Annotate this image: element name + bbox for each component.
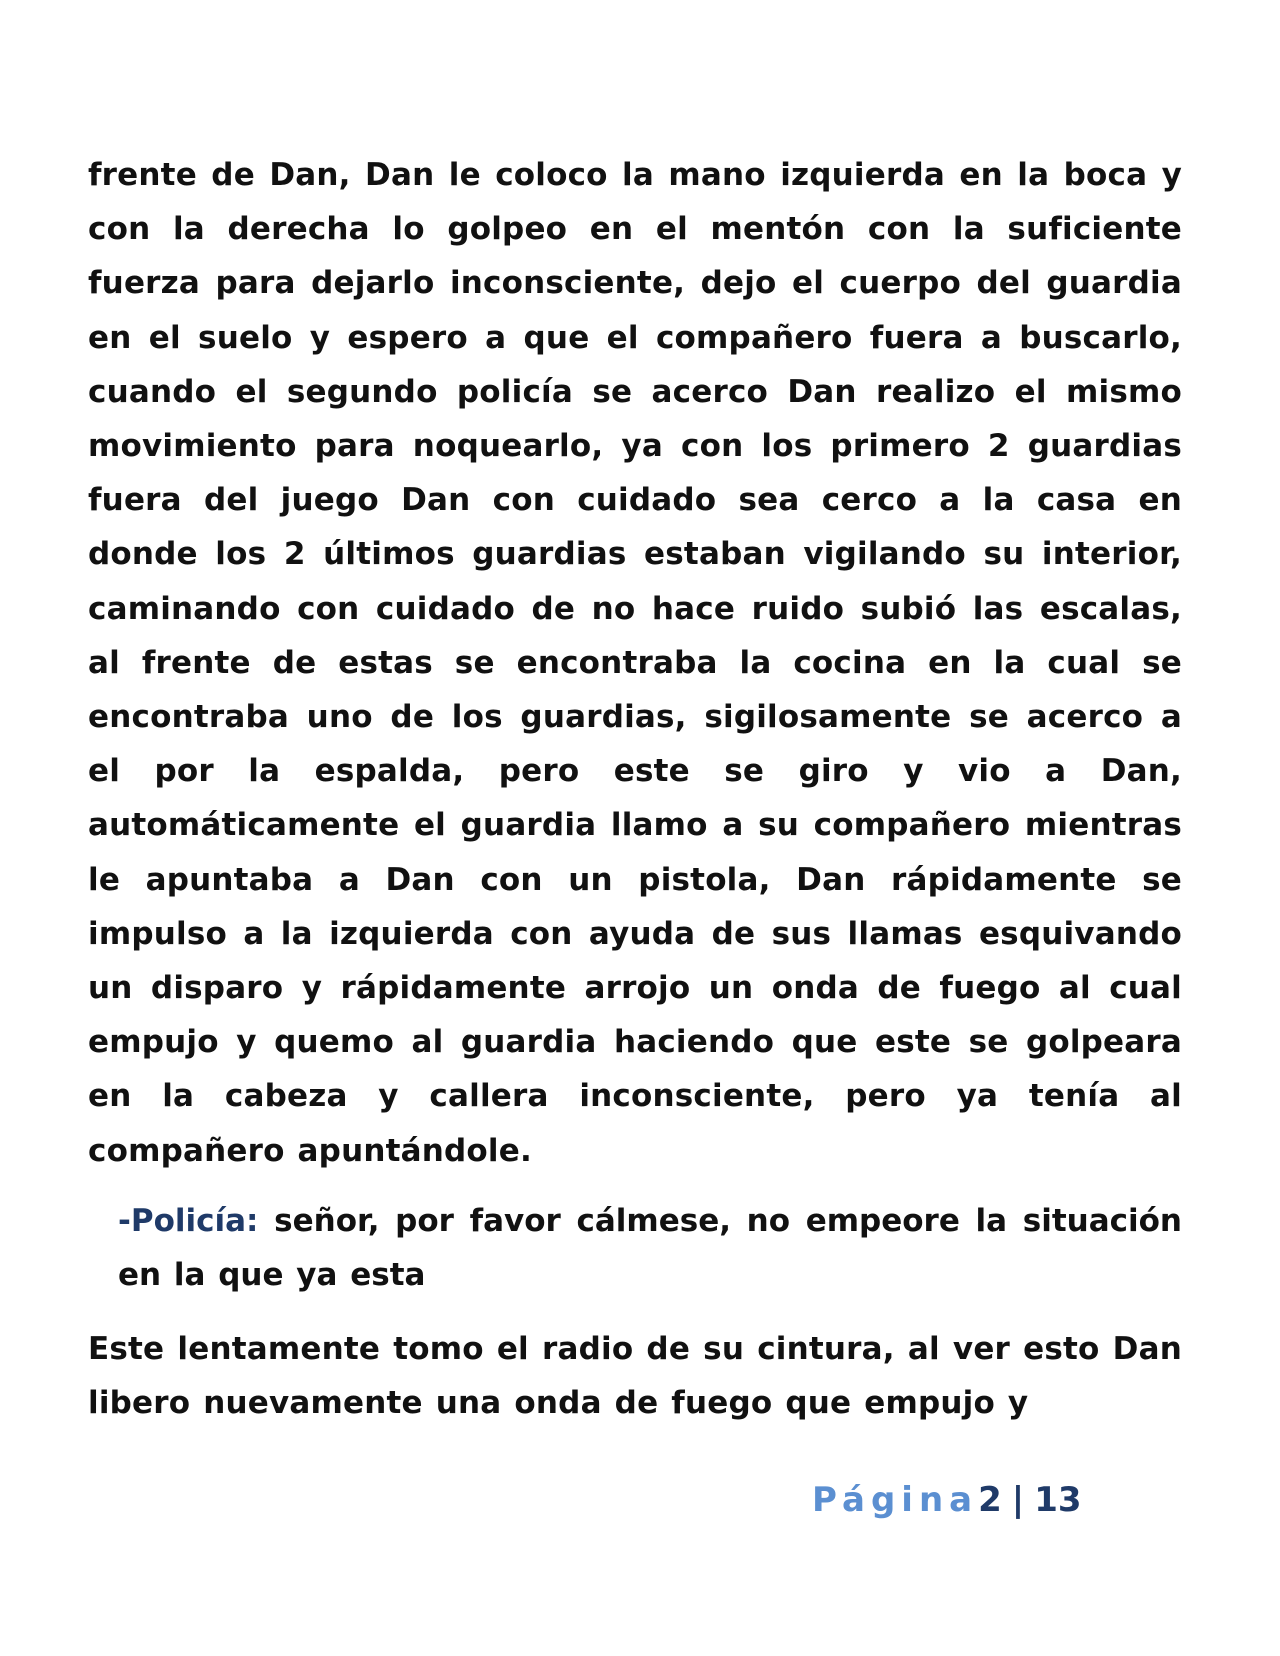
page-footer xyxy=(812,1480,1082,1520)
dialogue-text: señor, por favor cálmese, no empeore la situación en la que ya esta xyxy=(118,1202,1182,1294)
page-label: Página xyxy=(812,1480,979,1520)
document-page xyxy=(88,148,1182,1431)
dialogue-speaker: -Policía: xyxy=(118,1202,259,1239)
body-paragraph: frente de Dan, Dan le coloco la mano izquierda en la boca y con la derecha lo golpeo en el mentón con la suficiente fuerza para dejarlo inconsciente, dejo el cuerpo del guardia en el suelo y espero a que el compañero fuera a buscarlo, cuando el segundo policía se acerco Dan realizo el mismo movimiento para noquearlo, ya con los primero 2 guardias fuera del juego Dan con cuidado sea cerco a la casa en donde los 2 últimos guardias estaban vigilando su interior, caminando con cuidado de no hace ruido subió las escalas, al frente de estas se encontraba la cocina en la cual se encontraba uno de los guardias, sigilosamente se acerco a el por la espalda, pero este se giro y vio a Dan, automáticamente el guardia llamo a su compañero mientras le apuntaba a Dan con un pistola, Dan rápidamente se impulso a la izquierda con ayuda de sus llamas esquivando un disparo y rápidamente arrojo un onda de fuego al cual empujo y quemo al guardia haciendo que este se golpeara en la cabeza y callera inconsciente, pero ya tenía al compañero apuntándole. xyxy=(88,157,1182,1169)
page-total: 13 xyxy=(1034,1480,1082,1520)
body-paragraph: Este lentamente tomo el radio de su cintura, al ver esto Dan libero nuevamente una onda de fuego que empujo y xyxy=(88,1331,1182,1422)
page-separator: | xyxy=(1011,1480,1025,1520)
page-number: 2 xyxy=(978,1480,1002,1520)
dialogue-line xyxy=(118,1194,1182,1302)
